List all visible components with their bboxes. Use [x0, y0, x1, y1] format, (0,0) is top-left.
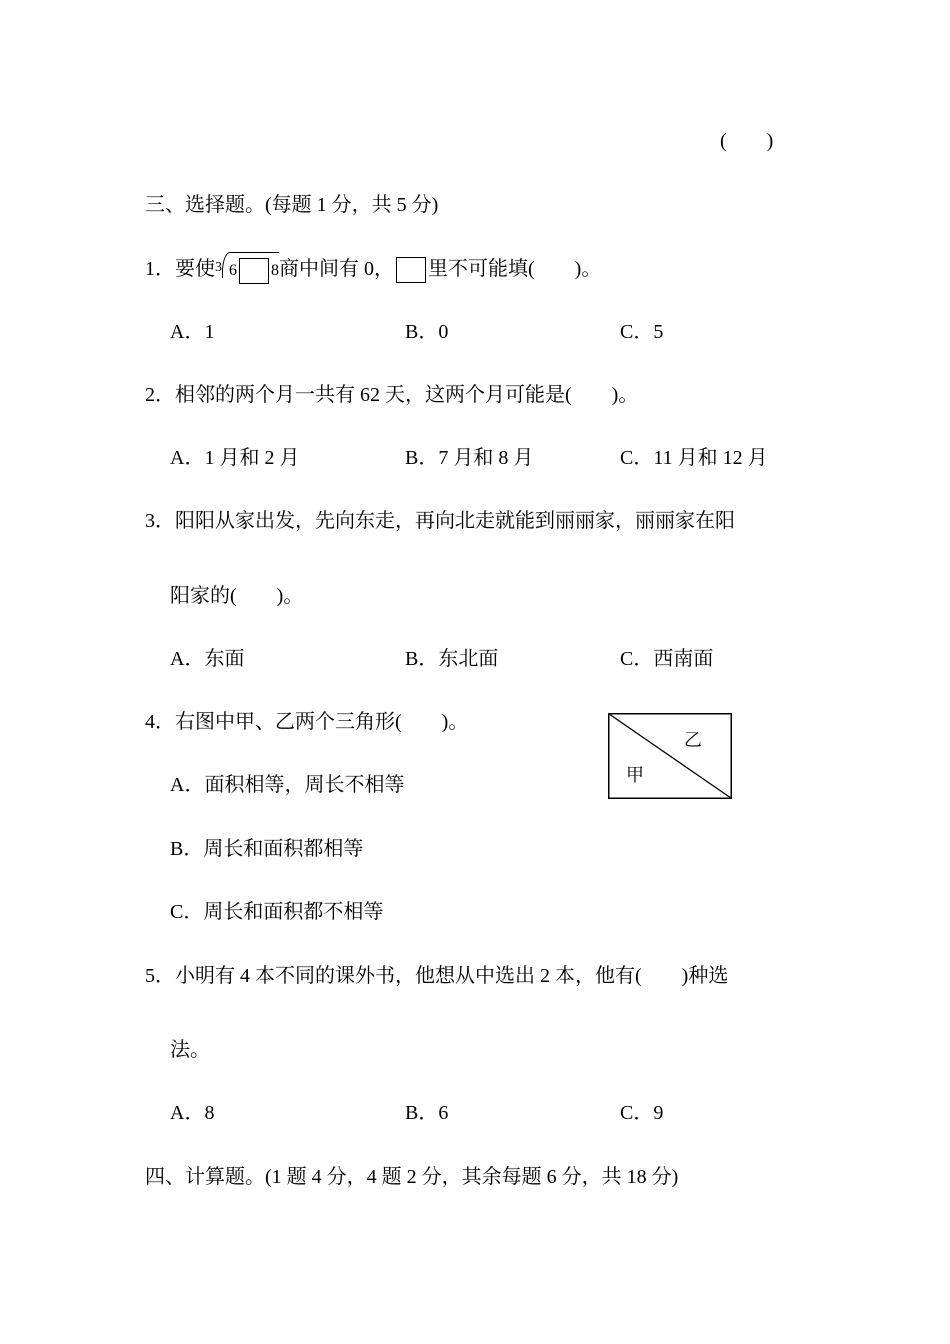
- option-b: B．周长和面积都相等: [170, 838, 364, 860]
- option-b: B．0: [405, 321, 449, 343]
- option-c: C．9: [620, 1102, 664, 1124]
- dividend-digit: 8: [271, 262, 279, 279]
- rectangle-diagonal-figure: [608, 713, 732, 799]
- question-5: 5．小明有 4 本不同的课外书，他想从中选出 2 本，他有( )种选: [145, 965, 729, 987]
- option-b: B．7 月和 8 月: [405, 447, 534, 469]
- option-a: A．1: [170, 321, 215, 343]
- option-c: C．5: [620, 321, 664, 343]
- long-division: [222, 252, 279, 278]
- divisor: 3: [215, 260, 222, 275]
- section-3-title: 三、选择题。(每题 1 分，共 5 分): [145, 194, 439, 216]
- blank-box: [239, 258, 269, 284]
- option-a: A．8: [170, 1102, 215, 1124]
- option-a: A．面积相等，周长不相等: [170, 774, 405, 796]
- option-c: C．11 月和 12 月: [620, 447, 768, 469]
- question-3: 3．阳阳从家出发，先向东走，再向北走就能到丽丽家，丽丽家在阳: [145, 510, 735, 532]
- option-c: C．西南面: [620, 648, 714, 670]
- answer-bracket: ( ): [720, 130, 774, 152]
- option-c: C．周长和面积都不相等: [170, 901, 384, 923]
- question-2: 2．相邻的两个月一共有 62 天，这两个月可能是( )。: [145, 384, 639, 406]
- question-text: 要使: [175, 258, 215, 280]
- question-4: 4．右图中甲、乙两个三角形( )。: [145, 711, 469, 733]
- option-b: B．东北面: [405, 648, 499, 670]
- option-a: A．东面: [170, 648, 245, 670]
- question-number: 1．: [145, 258, 175, 280]
- question-5-cont: 法。: [170, 1039, 210, 1061]
- question-text: 商中间有 0，: [279, 258, 394, 280]
- label-jia: 甲: [626, 765, 644, 786]
- label-yi: 乙: [684, 730, 702, 751]
- question-1: [145, 252, 601, 285]
- dividend-digit: 6: [229, 262, 237, 279]
- section-4-title: 四、计算题。(1 题 4 分，4 题 2 分，其余每题 6 分，共 18 分): [145, 1166, 679, 1188]
- option-b: B．6: [405, 1102, 449, 1124]
- option-a: A．1 月和 2 月: [170, 447, 300, 469]
- question-text: 里不可能填( )。: [428, 258, 602, 280]
- blank-box: [396, 257, 426, 283]
- question-3-cont: 阳家的( )。: [170, 585, 304, 607]
